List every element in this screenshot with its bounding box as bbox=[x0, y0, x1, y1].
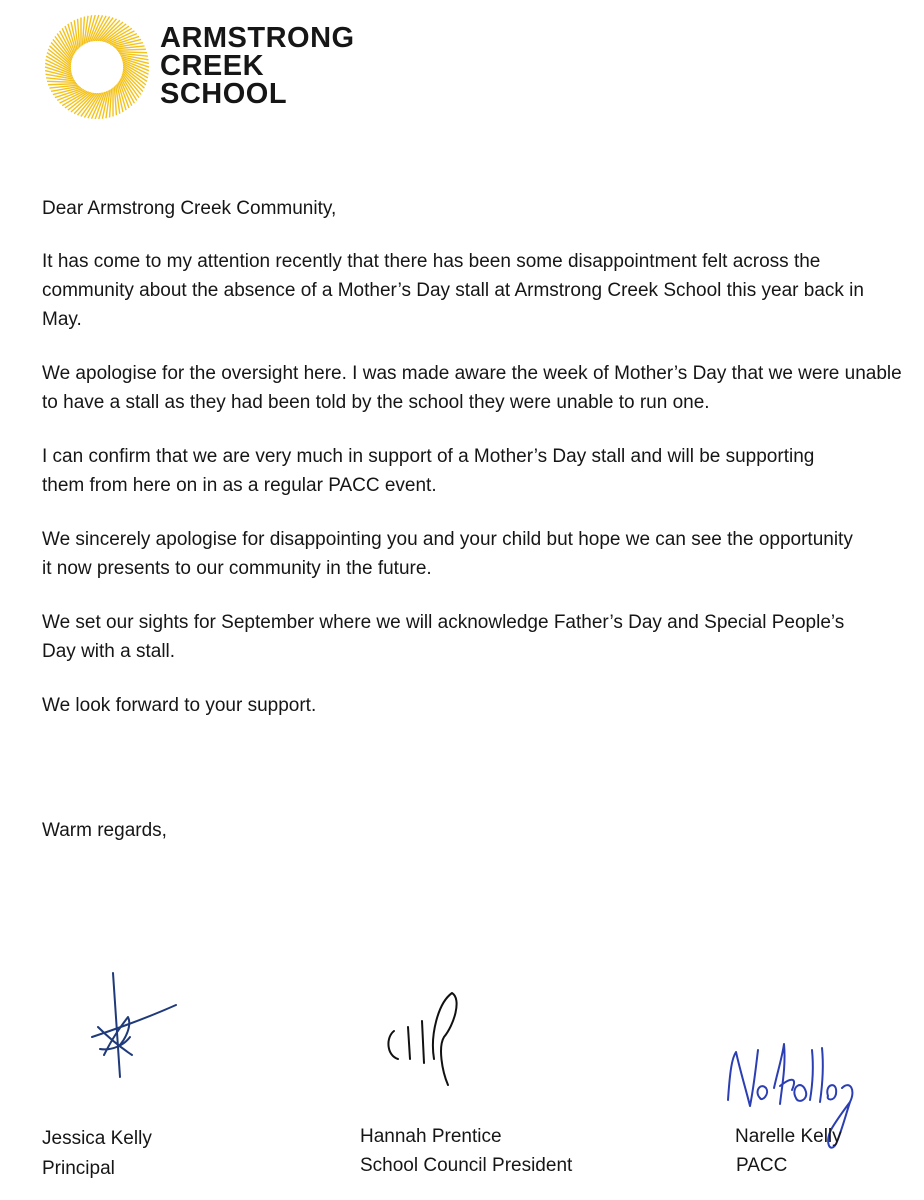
letter-body bbox=[42, 194, 912, 745]
school-name-wordmark bbox=[160, 24, 355, 108]
school-logo bbox=[42, 12, 362, 122]
sun-ray bbox=[117, 49, 146, 50]
paragraph-2: We apologise for the oversight here. I was made aware the week of Mother’s Day that we were unable to have a stall as they had been told by the school they were unable to run one. bbox=[42, 363, 902, 413]
closing: Warm regards, bbox=[42, 820, 167, 841]
signatory-name: Hannah Prentice bbox=[360, 1126, 502, 1147]
sun-ray bbox=[48, 84, 77, 85]
sun-logo-icon bbox=[42, 12, 152, 122]
paragraph-5: We set our sights for September where we will acknowledge Father’s Day and Special People’s Day with a stall. bbox=[42, 612, 845, 662]
signatory-role: PACC bbox=[736, 1155, 788, 1176]
paragraph-6: We look forward to your support. bbox=[42, 695, 317, 716]
logo-line-1: ARMSTRONG bbox=[160, 22, 355, 54]
signatory-name: Jessica Kelly bbox=[42, 1128, 152, 1149]
logo-line-2: CREEK bbox=[160, 50, 265, 82]
signatory-name: Narelle Kelly bbox=[735, 1126, 842, 1147]
signatory-role: School Council President bbox=[360, 1155, 573, 1176]
salutation: Dear Armstrong Creek Community, bbox=[42, 198, 337, 219]
handwritten-signature-2 bbox=[378, 985, 478, 1095]
signatory-role: Principal bbox=[42, 1158, 115, 1179]
sun-ray bbox=[118, 52, 147, 53]
paragraph-1: It has come to my attention recently that there has been some disappointment felt across the community about the absence of a Mother’s Day stall at Armstrong Creek School this year back in May. bbox=[42, 251, 864, 330]
paragraph-3: I can confirm that we are very much in support of a Mother’s Day stall and will be supporting them from here on in as a regular PACC event. bbox=[42, 446, 815, 496]
paragraph-4: We sincerely apologise for disappointing you and your child but hope we can see the opportunity it now presents to our community in the future. bbox=[42, 529, 853, 579]
logo-line-3: SCHOOL bbox=[160, 78, 288, 110]
sun-ray bbox=[47, 81, 76, 82]
handwritten-signature-1 bbox=[80, 965, 190, 1085]
